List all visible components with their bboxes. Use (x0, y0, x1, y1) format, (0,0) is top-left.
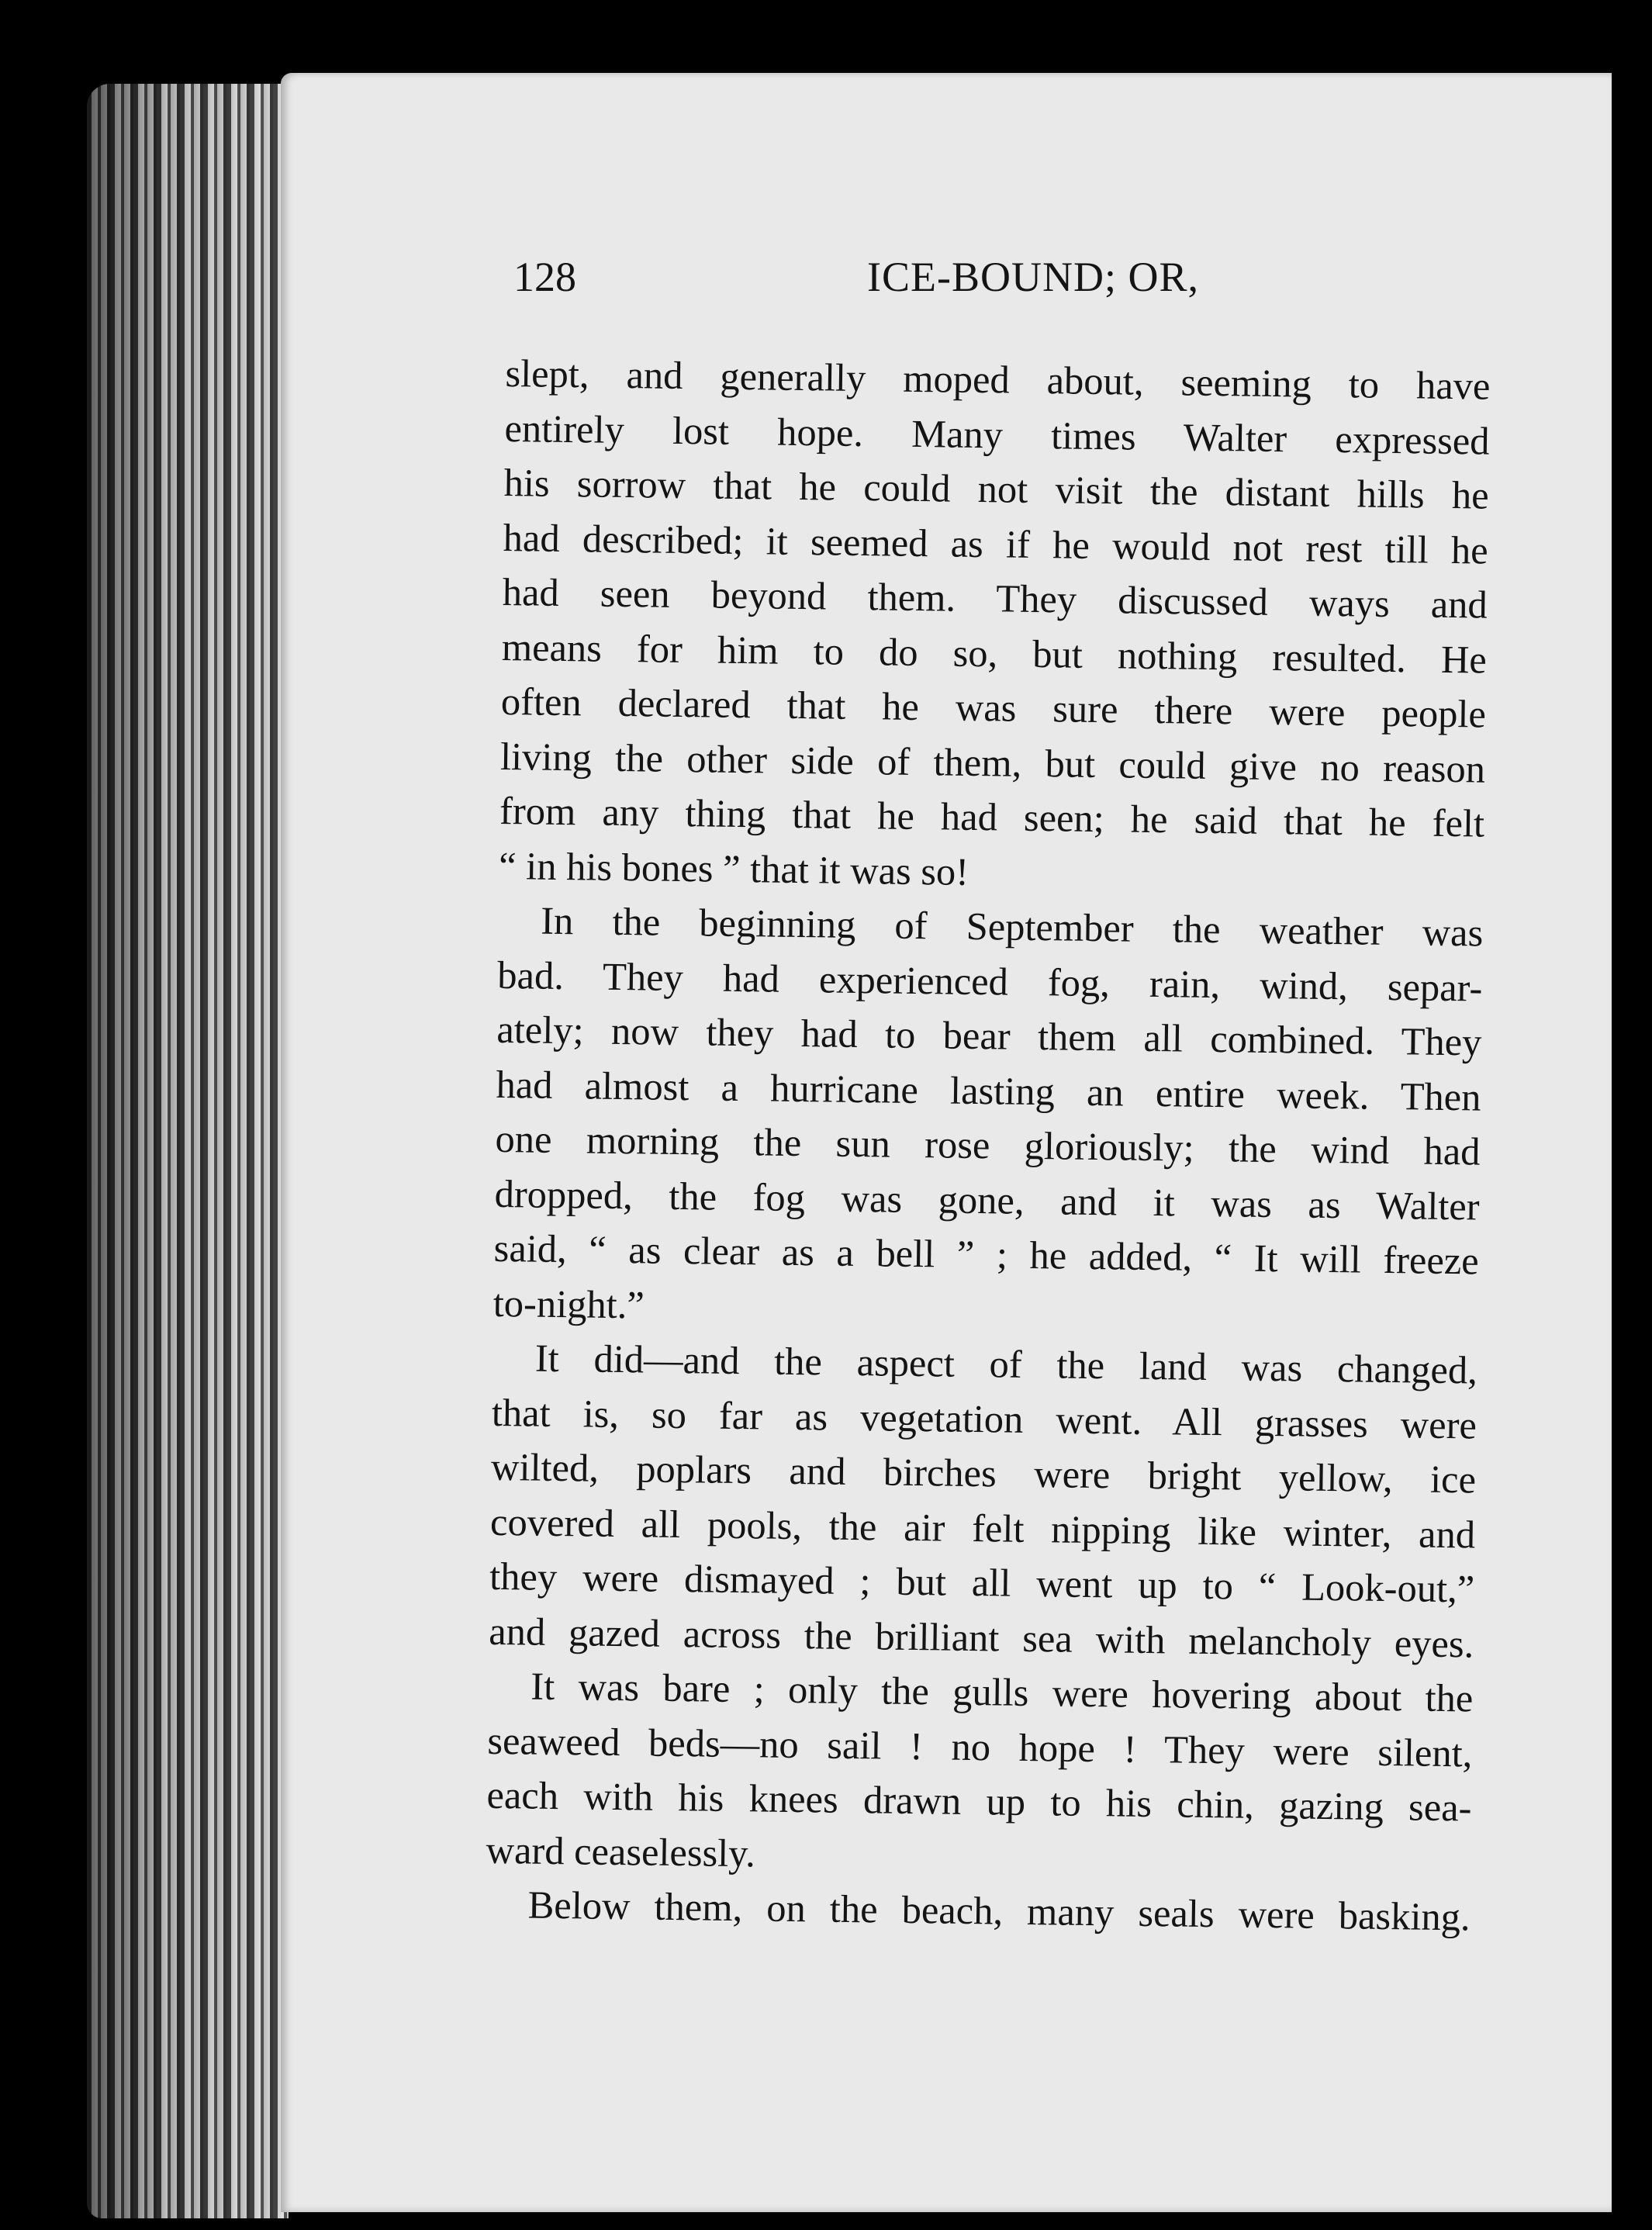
text-line: living the other side of them, but could give no reason (499, 734, 1486, 791)
text-line: ward ceaselessly. (486, 1827, 756, 1875)
text-line: wilted, poplars and birches were bright yellow, ice (490, 1444, 1477, 1502)
text-line: to-night.” (492, 1281, 645, 1326)
text-line: had almost a hurricane lasting an entire week. Then (496, 1062, 1481, 1119)
text-line: his sorrow that he could not visit the distant hills he (503, 460, 1489, 517)
body-text (485, 346, 1491, 1945)
text-line: ately; now they had to bear them all combined. They (496, 1007, 1482, 1064)
page-number: 128 (513, 254, 576, 300)
text-line: means for him to do so, but nothing resulted. He (501, 624, 1488, 682)
page-edges-shadow (87, 84, 289, 2218)
paragraph-start-line: It did—and the aspect of the land was changed, (534, 1336, 1478, 1392)
running-head (513, 253, 1553, 315)
text-line: entirely lost hope. Many times Walter expressed (504, 406, 1490, 463)
text-line: dropped, the fog was gone, and it was as Walter (494, 1171, 1480, 1229)
text-line: slept, and generally moped about, seeming to have (505, 351, 1491, 408)
page-sheet (281, 73, 1612, 2212)
paragraph-start-line: Below them, on the beach, many seals were basking. (527, 1883, 1471, 1939)
text-line: covered all pools, the air felt nipping like winter, and (489, 1499, 1476, 1556)
paragraph-start-line: In the beginning of September the weather was (540, 898, 1484, 955)
text-line: “ in his bones ” that it was so! (498, 843, 969, 894)
text-line: said, “ as clear as a bell ” ; he added, “ It will freeze (493, 1226, 1480, 1283)
text-line: that is, so far as vegetation went. All grasses were (491, 1390, 1477, 1447)
text-line: had described; it seemed as if he would not rest till he (503, 515, 1489, 572)
text-line: had seen beyond them. They discussed ways and (502, 569, 1488, 627)
text-line: they were dismayed ; but all went up to “ Look-out,” (489, 1554, 1475, 1611)
paragraph-start-line: It was bare ; only the gulls were hovering about the (531, 1664, 1474, 1720)
text-line: often declared that he was sure there were people (500, 679, 1487, 736)
text-line: from any thing that he had seen; he said that he felt (499, 788, 1485, 845)
text-line: and gazed across the brilliant sea with melancholy eyes. (488, 1609, 1474, 1665)
text-line: seaweed beds—no sail ! no hope ! They were silent, (487, 1718, 1473, 1775)
running-title: ICE-BOUND; OR, (867, 254, 1199, 300)
text-line: bad. They had experienced fog, rain, wind, separ- (497, 953, 1483, 1010)
text-line: one morning the sun rose gloriously; the wind had (495, 1116, 1481, 1174)
text-line: each with his knees drawn up to his chin, gazing sea- (486, 1772, 1472, 1830)
